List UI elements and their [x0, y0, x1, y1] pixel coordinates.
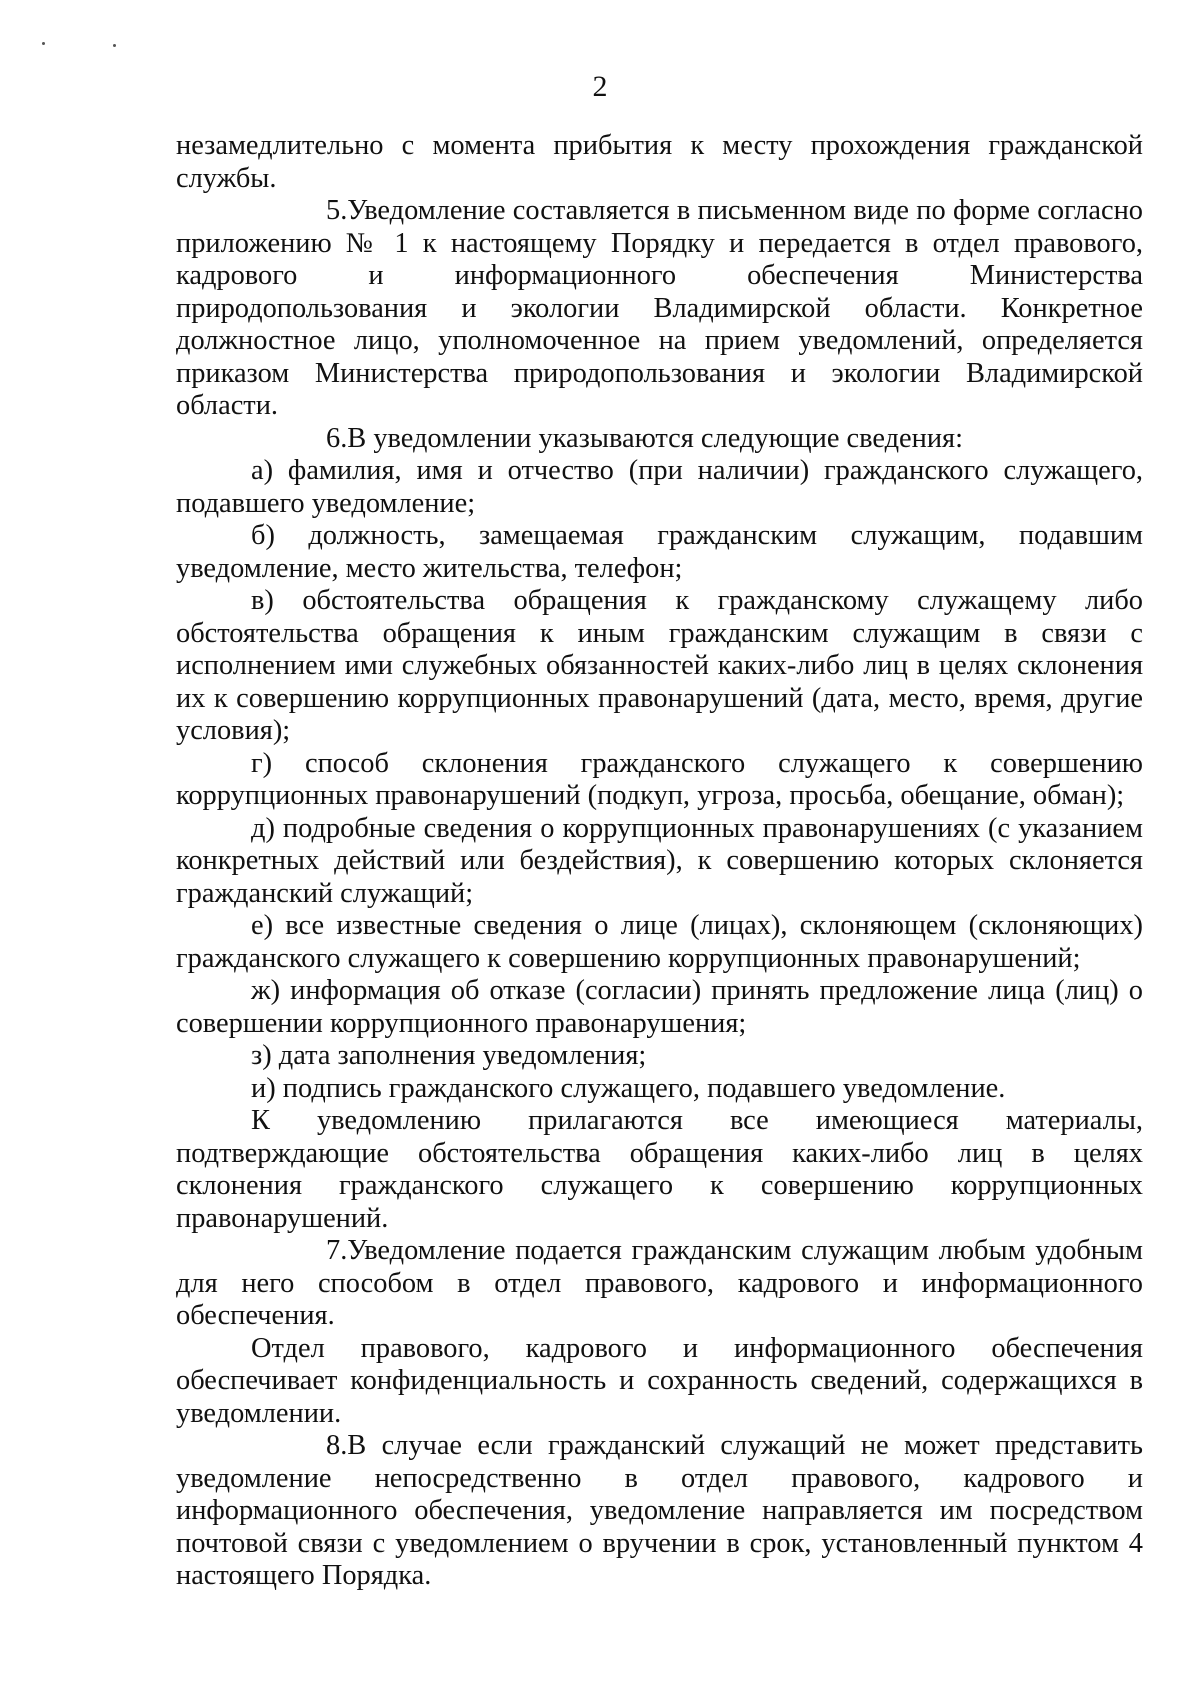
subitem-d: [176, 813, 1143, 911]
paragraph-text: з) дата заполнения уведомления;: [251, 1040, 647, 1071]
subitem-g: [176, 748, 1143, 813]
document-body: [176, 130, 1143, 1593]
paragraph-text: г) способ склонения гражданского служащего к совершению коррупционных правонарушений (подкуп, угроза, просьба, обещание, обман);: [176, 747, 1143, 811]
paragraph-item-5: [176, 195, 1143, 423]
paragraph-text: Уведомление подается гражданским служащим любым удобным для него способом в отдел правового, кадрового и информационного обеспечения.: [176, 1235, 1143, 1331]
paragraph-text: д) подробные сведения о коррупционных правонарушениях (с указанием конкретных действий или бездействия), к совершению которых склоняется гражданский служащий;: [176, 812, 1143, 909]
paragraph-continuation: [176, 130, 1143, 195]
paragraph-text: К уведомлению прилагаются все имеющиеся материалы, подтверждающие обстоятельства обращения каких-либо лиц в целях склонения гражданского служащего к совершению коррупционных правонарушений.: [176, 1105, 1143, 1234]
paragraph-text: ж) информация об отказе (согласии) принять предложение лица (лиц) о совершении коррупционного правонарушения;: [176, 975, 1143, 1039]
paragraph-text: и) подпись гражданского служащего, подавшего уведомление.: [251, 1072, 1006, 1104]
paragraph-text: Уведомление составляется в письменном виде по форме согласно приложению № 1 к настоящему Порядку и передается в отдел правового, кадрового и информационного обеспечения Министерства природопользования и экологии Владимирской области. Конкретное должностное лицо, уполномоченное на прием уведомлений, определяется приказом Министерства природопользования и экологии Владимирской области.: [176, 195, 1143, 421]
paragraph-number: 8.: [326, 1430, 348, 1461]
paragraph-text: е) все известные сведения о лице (лицах), склоняющем (склоняющих) гражданского служащего к совершению коррупционных правонарушений;: [176, 910, 1143, 974]
paragraph-text: В уведомлении указываются следующие сведения:: [347, 422, 963, 454]
paragraph-number: 6.: [326, 422, 348, 454]
paragraph-number: 7.: [326, 1235, 348, 1266]
paragraph-attachments: [176, 1105, 1143, 1235]
subitem-e: [176, 910, 1143, 975]
paragraph-text: а) фамилия, имя и отчество (при наличии) гражданского служащего, подавшего уведомление;: [176, 455, 1143, 519]
scan-artifact-dot: [113, 44, 116, 47]
page-number: 2: [592, 70, 608, 103]
paragraph-item-8: [176, 1430, 1143, 1593]
paragraph-confidentiality: [176, 1333, 1143, 1431]
paragraph-text: б) должность, замещаемая гражданским служащим, подавшим уведомление, место жительства, телефон;: [176, 520, 1143, 584]
paragraph-item-7: [176, 1235, 1143, 1333]
paragraph-text: Отдел правового, кадрового и информационного обеспечения обеспечивает конфиденциальность и сохранность сведений, содержащихся в уведомлении.: [176, 1332, 1143, 1429]
paragraph-number: 5.: [326, 195, 348, 226]
subitem-z: [176, 1040, 1143, 1073]
paragraph-item-6: [176, 423, 1143, 456]
subitem-b: [176, 520, 1143, 585]
subitem-zh: [176, 975, 1143, 1040]
subitem-a: [176, 455, 1143, 520]
paragraph-text: незамедлительно с момента прибытия к месту прохождения гражданской службы.: [176, 130, 1143, 194]
paragraph-text: в) обстоятельства обращения к гражданскому служащему либо обстоятельства обращения к иным гражданским служащим в связи с исполнением ими служебных обязанностей каких-либо лиц в целях склонения их к совершению коррупционных правонарушений (дата, место, время, другие условия);: [176, 585, 1143, 746]
paragraph-text: В случае если гражданский служащий не может представить уведомление непосредственно в отдел правового, кадрового и информационного обеспечения, уведомление направляется им посредством почтовой связи с уведомлением о вручении в срок, установленный пунктом 4 настоящего Порядка.: [176, 1430, 1143, 1591]
scan-artifact-dot: [42, 42, 45, 45]
subitem-i: [176, 1073, 1143, 1106]
subitem-v: [176, 585, 1143, 748]
